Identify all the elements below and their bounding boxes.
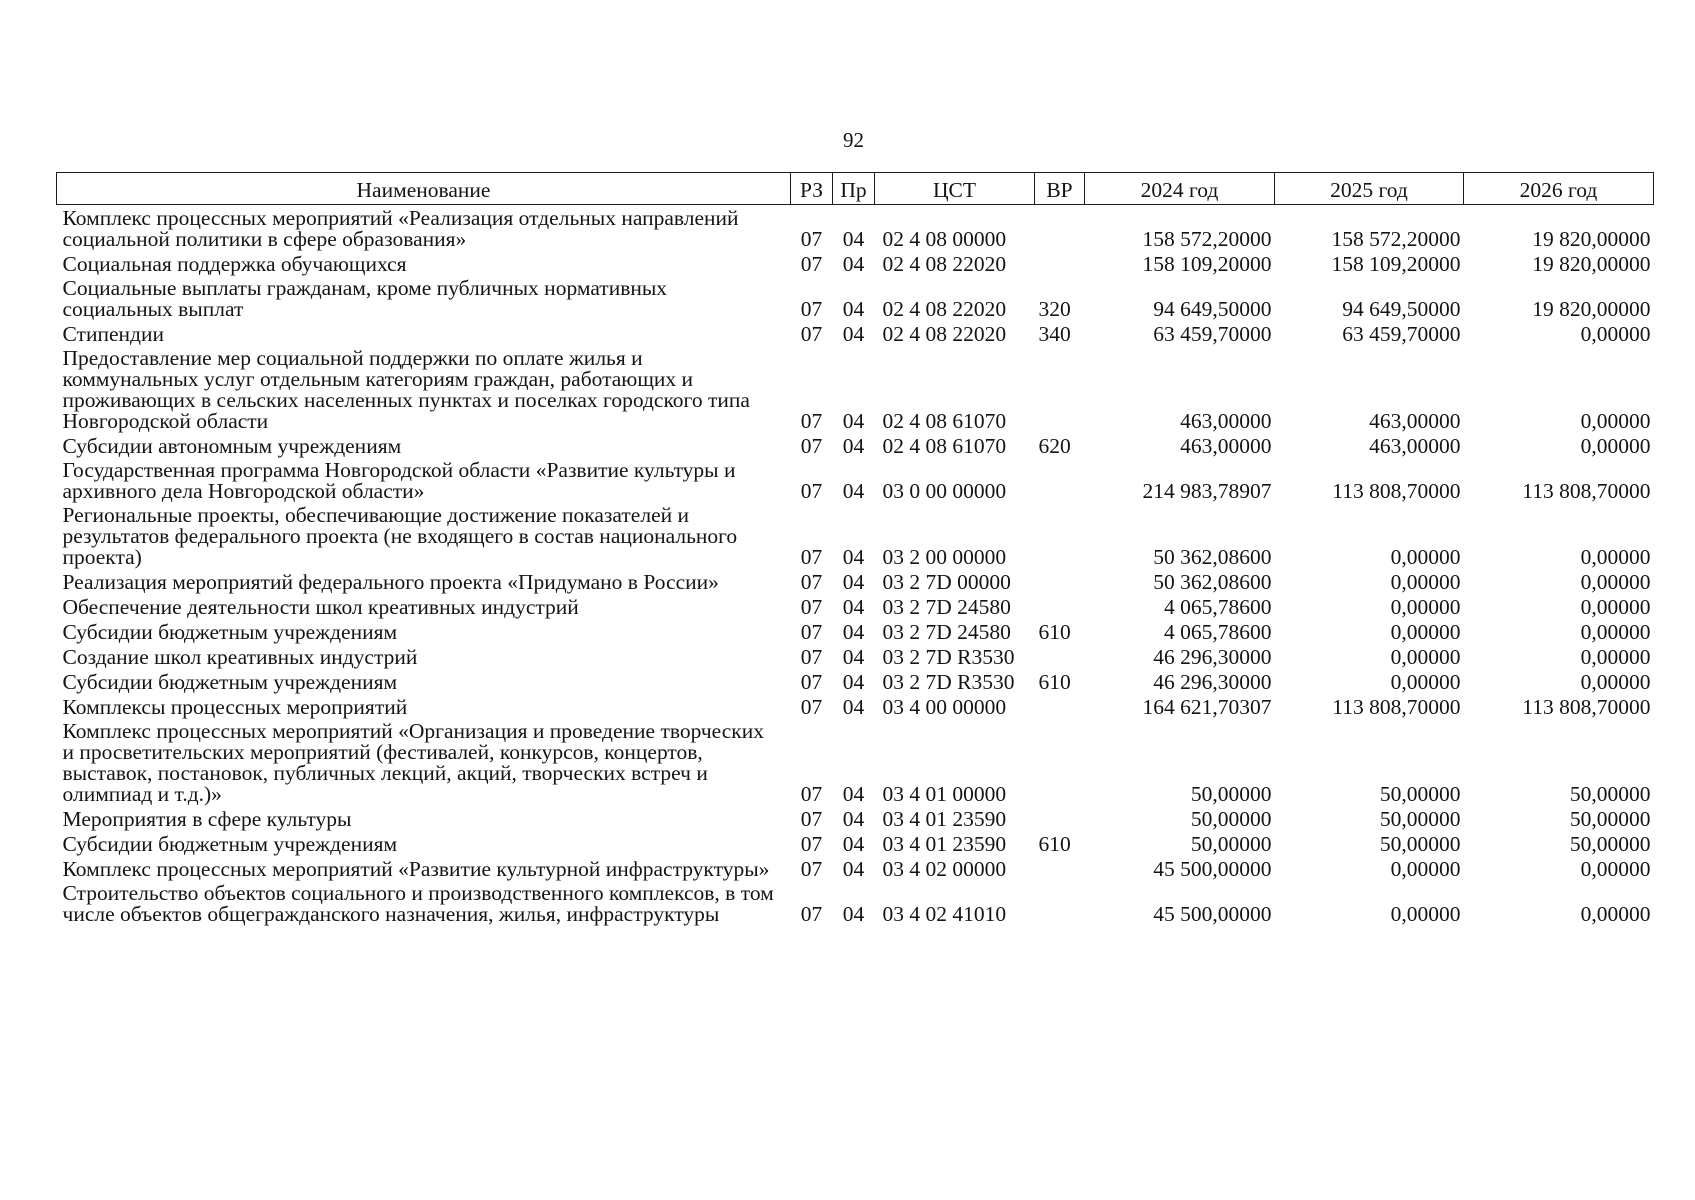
cell-name: Стипендии [62,322,164,346]
cell-pr: 04 [842,595,865,619]
cell-rz: 07 [800,434,823,458]
cell-2024: 463,00000 [1180,434,1272,458]
header-name: Наименование [57,173,791,205]
table-row [57,693,1654,718]
cell-vr [1035,502,1085,568]
cell-2024: 94 649,50000 [1153,297,1272,321]
cell-2024: 214 983,78907 [1142,479,1272,503]
cell-2026: 0,00000 [1580,670,1651,694]
cell-2024: 50 362,08600 [1153,545,1272,569]
table-row [57,205,1654,251]
cell-2024: 158 109,20000 [1142,252,1272,276]
header-2026: 2026 год [1464,173,1654,205]
cell-cst: 03 2 00 00000 [882,545,1007,569]
cell-pr: 04 [842,297,865,321]
cell-2025: 0,00000 [1390,902,1461,926]
cell-cst: 03 0 00 00000 [882,479,1007,503]
cell-vr [1035,805,1085,830]
cell-name: Субсидии бюджетным учреждениям [62,620,398,644]
cell-cst: 03 4 02 00000 [882,857,1007,881]
cell-vr: 340 [1038,322,1071,346]
cell-2025: 94 649,50000 [1342,297,1461,321]
cell-2025: 0,00000 [1390,620,1461,644]
cell-vr [1035,345,1085,432]
cell-name: Государственная программа Новгородской области «Развитие культуры и архивного дела Новгородской области» [62,458,736,503]
cell-rz: 07 [800,857,823,881]
cell-rz: 07 [800,479,823,503]
cell-cst: 03 4 01 00000 [882,782,1007,806]
cell-name: Реализация мероприятий федерального проекта «Придумано в России» [62,570,719,594]
cell-cst: 02 4 08 22020 [882,322,1007,346]
cell-cst: 03 4 00 00000 [882,695,1007,719]
cell-2024: 50,00000 [1190,807,1272,831]
cell-pr: 04 [842,670,865,694]
cell-2026: 0,00000 [1580,645,1651,669]
table-row [57,320,1654,345]
cell-rz: 07 [800,545,823,569]
table-row [57,593,1654,618]
cell-2026: 50,00000 [1569,832,1651,856]
header-row [57,173,1654,205]
cell-2026: 113 808,70000 [1522,479,1651,503]
table-row [57,250,1654,275]
cell-name: Социальная поддержка обучающихся [62,252,407,276]
header-vr: ВР [1035,173,1085,205]
cell-vr: 610 [1038,670,1071,694]
cell-pr: 04 [842,832,865,856]
cell-name: Комплекс процессных мероприятий «Реализация отдельных направлений социальной политики в сфере образования» [62,206,739,251]
cell-pr: 04 [842,620,865,644]
cell-2026: 50,00000 [1569,782,1651,806]
cell-vr [1035,643,1085,668]
cell-rz: 07 [800,782,823,806]
cell-name: Обеспечение деятельности школ креативных индустрий [62,595,579,619]
cell-name: Региональные проекты, обеспечивающие достижение показателей и результатов федерального проекта (не входящего в состав национального проекта) [62,503,738,569]
cell-rz: 07 [800,227,823,251]
cell-name: Создание школ креативных индустрий [62,645,418,669]
cell-2024: 45 500,00000 [1153,857,1272,881]
cell-2026: 0,00000 [1580,409,1651,433]
table-row [57,855,1654,880]
cell-rz: 07 [800,832,823,856]
cell-pr: 04 [842,322,865,346]
header-pr: Пр [833,173,875,205]
cell-2024: 463,00000 [1180,409,1272,433]
cell-name: Комплекс процессных мероприятий «Организация и проведение творческих и просветительских мероприятий (фестивалей, конкурсов, концертов, выставок, постановок, публичных лекций, акций, творческих встреч и олимпиад и т.д.)» [62,719,764,806]
cell-vr [1035,250,1085,275]
cell-rz: 07 [800,322,823,346]
cell-2026: 0,00000 [1580,570,1651,594]
cell-2026: 0,00000 [1580,902,1651,926]
header-2025: 2025 год [1275,173,1464,205]
cell-2026: 0,00000 [1580,545,1651,569]
cell-vr: 610 [1038,620,1071,644]
header-2024: 2024 год [1085,173,1275,205]
cell-2026: 0,00000 [1580,857,1651,881]
cell-2024: 4 065,78600 [1164,620,1272,644]
cell-2024: 50 362,08600 [1153,570,1272,594]
cell-2025: 158 109,20000 [1331,252,1461,276]
cell-name: Строительство объектов социального и производственного комплексов, в том числе объектов общегражданского назначения, жилья, инфраструктуры [62,881,774,926]
cell-vr [1035,880,1085,925]
page-number: 92 [843,128,864,152]
cell-cst: 03 2 7D R3530 [882,670,1015,694]
cell-rz: 07 [800,695,823,719]
table-row [57,618,1654,643]
cell-2026: 50,00000 [1569,807,1651,831]
cell-2024: 46 296,30000 [1153,670,1272,694]
cell-pr: 04 [842,545,865,569]
cell-2024: 46 296,30000 [1153,645,1272,669]
cell-vr: 620 [1038,434,1071,458]
cell-vr [1035,855,1085,880]
table-row [57,805,1654,830]
table-row [57,502,1654,568]
cell-pr: 04 [842,434,865,458]
table-body [57,205,1654,926]
cell-2024: 158 572,20000 [1142,227,1272,251]
cell-name: Социальные выплаты гражданам, кроме публичных нормативных социальных выплат [62,276,668,321]
cell-cst: 02 4 08 61070 [882,434,1007,458]
cell-2024: 4 065,78600 [1164,595,1272,619]
cell-2025: 463,00000 [1369,409,1461,433]
cell-pr: 04 [842,252,865,276]
cell-cst: 03 2 7D 00000 [882,570,1011,594]
cell-rz: 07 [800,409,823,433]
cell-rz: 07 [800,297,823,321]
cell-pr: 04 [842,645,865,669]
cell-cst: 03 4 02 41010 [882,902,1007,926]
cell-2024: 50,00000 [1190,832,1272,856]
cell-rz: 07 [800,570,823,594]
cell-cst: 02 4 08 22020 [882,252,1007,276]
cell-2026: 0,00000 [1580,620,1651,644]
cell-cst: 03 2 7D 24580 [882,620,1011,644]
cell-cst: 03 2 7D 24580 [882,595,1011,619]
cell-2025: 50,00000 [1379,832,1461,856]
table-row [57,568,1654,593]
cell-rz: 07 [800,807,823,831]
cell-cst: 03 4 01 23590 [882,832,1007,856]
cell-2024: 63 459,70000 [1153,322,1272,346]
cell-pr: 04 [842,782,865,806]
cell-pr: 04 [842,902,865,926]
cell-vr [1035,718,1085,805]
cell-2025: 0,00000 [1390,645,1461,669]
cell-vr: 610 [1038,832,1071,856]
table-row [57,432,1654,457]
cell-2025: 0,00000 [1390,595,1461,619]
cell-name: Субсидии бюджетным учреждениям [62,670,398,694]
table-row [57,457,1654,502]
cell-2025: 0,00000 [1390,857,1461,881]
cell-name: Субсидии бюджетным учреждениям [62,832,398,856]
cell-name: Комплексы процессных мероприятий [62,695,408,719]
cell-2026: 113 808,70000 [1522,695,1651,719]
cell-rz: 07 [800,902,823,926]
table-header [57,173,1654,205]
table-row [57,345,1654,432]
cell-cst: 03 2 7D R3530 [882,645,1015,669]
cell-rz: 07 [800,595,823,619]
cell-name: Субсидии автономным учреждениям [62,434,402,458]
cell-rz: 07 [800,645,823,669]
cell-2026: 0,00000 [1580,434,1651,458]
cell-2026: 19 820,00000 [1532,297,1651,321]
cell-rz: 07 [800,620,823,644]
cell-pr: 04 [842,807,865,831]
header-rz: РЗ [791,173,833,205]
cell-pr: 04 [842,570,865,594]
cell-pr: 04 [842,479,865,503]
cell-2026: 0,00000 [1580,595,1651,619]
cell-vr [1035,593,1085,618]
cell-name: Мероприятия в сфере культуры [62,807,352,831]
cell-2025: 113 808,70000 [1332,695,1461,719]
cell-2026: 19 820,00000 [1532,227,1651,251]
cell-2024: 50,00000 [1190,782,1272,806]
cell-vr [1035,457,1085,502]
cell-cst: 02 4 08 61070 [882,409,1007,433]
cell-pr: 04 [842,409,865,433]
cell-2025: 0,00000 [1390,545,1461,569]
table-row [57,880,1654,925]
cell-rz: 07 [800,252,823,276]
cell-2026: 0,00000 [1580,322,1651,346]
budget-table [56,172,1654,925]
cell-pr: 04 [842,857,865,881]
cell-rz: 07 [800,670,823,694]
cell-name: Комплекс процессных мероприятий «Развитие культурной инфраструктуры» [62,857,770,881]
cell-vr [1035,205,1085,251]
cell-2025: 463,00000 [1369,434,1461,458]
cell-vr: 320 [1038,297,1071,321]
cell-cst: 02 4 08 22020 [882,297,1007,321]
cell-cst: 02 4 08 00000 [882,227,1007,251]
cell-2025: 158 572,20000 [1331,227,1461,251]
table-row [57,275,1654,320]
header-cst: ЦСТ [875,173,1035,205]
cell-2025: 50,00000 [1379,807,1461,831]
cell-2025: 50,00000 [1379,782,1461,806]
cell-name: Предоставление мер социальной поддержки по оплате жилья и коммунальных услуг отдельным категориям граждан, работающих и проживающих в сельских населенных пунктах и поселках городского типа Новгородской области [62,346,750,433]
table-row [57,718,1654,805]
cell-2025: 113 808,70000 [1332,479,1461,503]
cell-2025: 0,00000 [1390,670,1461,694]
cell-2024: 164 621,70307 [1142,695,1272,719]
table-row [57,668,1654,693]
cell-vr [1035,693,1085,718]
cell-cst: 03 4 01 23590 [882,807,1007,831]
cell-2025: 63 459,70000 [1342,322,1461,346]
table-row [57,643,1654,668]
cell-vr [1035,568,1085,593]
cell-2024: 45 500,00000 [1153,902,1272,926]
cell-2025: 0,00000 [1390,570,1461,594]
cell-pr: 04 [842,227,865,251]
table-row [57,830,1654,855]
cell-2026: 19 820,00000 [1532,252,1651,276]
cell-pr: 04 [842,695,865,719]
